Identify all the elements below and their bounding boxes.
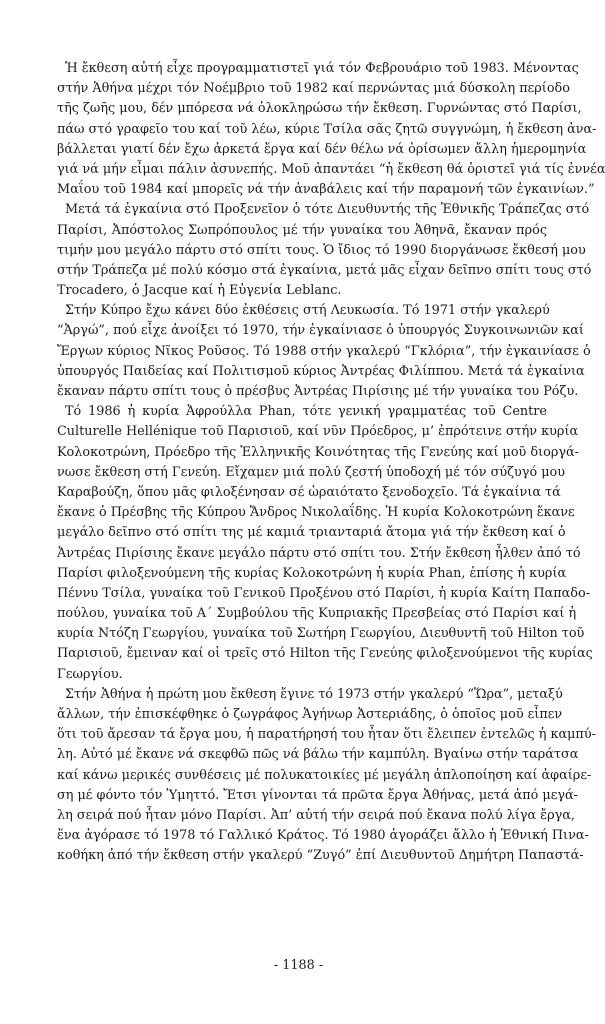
- text-line: ση μέ φόντο τόν Ὑμηττό. Ἔτσι γίνονται τά πρῶτα ἔργα Ἀθήνας, μετά ἀπό μεγά-: [57, 787, 578, 803]
- text-line: Στήν Κύπρο ἔχω κάνει δύο ἐκθέσεις στή Λευκωσία. Τό 1971 στήν γκαλερύ: [65, 303, 550, 319]
- text-line: Παρισιοῦ, ἔμειναν καί οἱ τρεῖς στό Hilton τῆς Γενεύης φιλοξενούμενοι τῆς κυρίας: [57, 646, 593, 662]
- text-line: Ἔργων κύριος Νῖκος Ροῦσος. Τό 1988 στήν γκαλερύ “Γκλόρια”, τήν ἐγκαινίασε ὁ: [57, 343, 591, 359]
- text-line: ἄλλων, τήν ἐπισκέφθηκε ὁ ζωγράφος Ἀγήνωρ Ἀστεριάδης, ὁ ὁποῖος μοῦ εἶπεν: [57, 707, 563, 722]
- text-line: μεγάλο δεῖπνο στό σπίτι της μέ καμιά τριανταριά ἄτομα γιά τήν ἔκθεση καί ὁ: [57, 525, 566, 541]
- text-line: γιά νά μήν εἶμαι πάλιν ἀσυνεπής. Μοῦ ἀπαντάει “ἡ ἔκθεση θά ὁριστεῖ γιά τίς ἐννέα: [57, 161, 605, 177]
- text-line: ὑπουργός Παιδείας καί Πολιτισμοῦ κύριος Ἀντρέας Φιλίππου. Μετά τά ἐγκαίνια: [57, 363, 585, 379]
- text-line: Trocadero, ὁ Jacque καί ἡ Εὐγενία Leblanc.: [57, 283, 342, 299]
- text-line: Μετά τά ἐγκαίνια στό Προξενεῖον ὁ τότε Διευθυντής τῆς Ἐθνικῆς Τράπεζας στό: [65, 202, 590, 218]
- text-line: ἔκανε ὁ Πρέσβης τῆς Κύπρου Ἄνδρος Νικολαΐδης. Ἡ κυρία Κολοκοτρώνη ἔκανε: [57, 505, 575, 521]
- text-line: ἕνα ἀγόρασε τό 1978 τό Γαλλικό Κράτος. Τό 1980 ἀγοράζει ἄλλο ἡ Ἐθνική Πινα-: [57, 828, 589, 844]
- text-line: Μαΐου τοῦ 1984 καί μπορεῖς νά τήν ἀναβάλεις καί τήν παραμονή τῶν ἐγκαινίων.”: [57, 182, 595, 198]
- text-line: στήν Ἀθήνα μέχρι τόν Νοέμβριο τοῦ 1982 καί περνώντας μιά δύσκολη περίοδο: [57, 81, 570, 97]
- text-line: κοθήκη ἀπό τήν ἔκθεση στήν γκαλερύ “Ζυγό” ἐπί Διευθυντοῦ Δημήτρη Παπαστά-: [57, 848, 584, 864]
- text-line: Παρίσι φιλοξενούμενη τῆς κυρίας Κολοκοτρώνη ἡ κυρία Phan, ἐπίσης ἡ κυρία: [57, 565, 567, 581]
- text-line: Στήν Ἀθήνα ἡ πρώτη μου ἔκθεση ἔγινε τό 1973 στήν γκαλερύ “Ὥρα”, μεταξύ: [65, 686, 563, 702]
- text-line: Ἡ ἔκθεση αὐτή εἶχε προγραμματιστεῖ γιά τόν Φεβρουάριο τοῦ 1983. Μένοντας: [65, 61, 579, 76]
- body-text: [57, 59, 605, 867]
- text-line: Καραβούζη, ὅπου μᾶς φιλοξένησαν σέ ὡραιότατο ξενοδοχεῖο. Τά ἐγκαίνια τά: [57, 484, 561, 500]
- text-line: ἔκαναν πάρτυ σπίτι τους ὁ πρέσβυς Ἀντρέας Πιρίσιης μέ τήν γυναίκα του Ρόζυ.: [57, 384, 579, 399]
- text-line: Πέννυ Τσίλα, γυναίκα τοῦ Γενικοῦ Προξένου στό Παρίσι, ἡ κυρία Καίτη Παπαδο-: [57, 585, 591, 601]
- text-line: Παρίσι, Ἀπόστολος Σωπρόπουλος μέ τήν γυναίκα του Ἀθηνᾶ, ἔκαναν πρός: [57, 222, 547, 238]
- text-line: νωσε ἔκθεση στή Γενεύη. Εἴχαμεν μιά πολύ ζεστή ὑποδοχή μέ τόν σύζυγό μου: [57, 464, 566, 480]
- text-line: ὅτι τοῦ ἄρεσαν τά ἔργα μου, ἡ παρατήρησή του ἦταν ὅτι ἔλειπεν ἐντελῶς ἡ καμπύ-: [57, 727, 596, 743]
- text-line: πάω στό γραφεῖο του καί τοῦ λέω, κύριε Τσίλα σᾶς ζητῶ συγγνώμη, ἡ ἔκθεση ἀνα-: [57, 121, 597, 137]
- text-line: Culturelle Hellénique τοῦ Παρισιοῦ, καί νῦν Πρόεδρος, μ’ ἐπρότεινε στήν κυρία: [57, 424, 579, 440]
- text-line: “Ἀργώ”, πού εἶχε ἀνοίξει τό 1970, τήν ἐγκαίνιασε ὁ ὑπουργός Συγκοινωνιῶν καί: [57, 323, 584, 339]
- text-line: λη. Αὐτό μέ ἔκανε νά σκεφθῶ πῶς νά βάλω τήν καμπύλη. Βγαίνω στήν ταράτσα: [57, 747, 579, 763]
- text-line: βάλλεται γιατί δέν ἔχω ἀρκετά ἔργα καί δέν θέλω νά ὁρίσωμεν ἄλλη ἡμερομηνία: [57, 141, 587, 157]
- text-line: Κολοκοτρώνη, Πρόεδρο τῆς Ἑλληνικῆς Κοινότητας τῆς Γενεύης καί μοῦ διοργά-: [57, 444, 579, 460]
- text-line: τιμήν μου μεγάλο πάρτυ στό σπίτι τους. Ὁ ἴδιος τό 1990 διοργάνωσε ἔκθεσή μου: [57, 242, 586, 258]
- text-line: καί κάνω μερικές συνθέσεις μέ πολυκατοικίες μέ μεγάλη ἁπλοποίηση καί ἀφαίρε-: [57, 767, 592, 783]
- page-number: - 1188 -: [273, 958, 324, 973]
- text-line: Τό 1986 ἡ κυρία Ἀφρούλλα Phan, τότε γενική γραμματέας τοῦ Centre: [65, 404, 547, 420]
- text-line: λη σειρά πού ἦταν μόνο Παρίσι. Ἀπ’ αὐτή τήν σειρά πού ἔκανα πολύ λίγα ἔργα,: [57, 807, 575, 823]
- text-line: Ἀντρέας Πιρίσιης ἔκανε μεγάλο πάρτυ στό σπίτι του. Στήν ἔκθεση ἦλθεν ἀπό τό: [57, 545, 581, 561]
- text-line: πούλου, γυναίκα τοῦ Α΄ Συμβούλου τῆς Κυπριακῆς Πρεσβείας στό Παρίσι καί ἡ: [57, 606, 577, 622]
- text-line: Γεωργίου.: [57, 666, 123, 682]
- text-line: τῆς ζωῆς μου, δέν μπόρεσα νά ὁλοκληρώσω τήν ἔκθεση. Γυρνώντας στό Παρίσι,: [57, 101, 582, 117]
- text-line: στήν Τράπεζα μέ πολύ κόσμο στά ἐγκαίνια, μετά μᾶς εἶχαν δεῖπνο σπίτι τους στό: [57, 262, 592, 278]
- text-line: κυρία Ντόζη Γεωργίου, γυναίκα τοῦ Σωτήρη Γεωργίου, Διευθυντῆ τοῦ Hilton τοῦ: [57, 626, 585, 642]
